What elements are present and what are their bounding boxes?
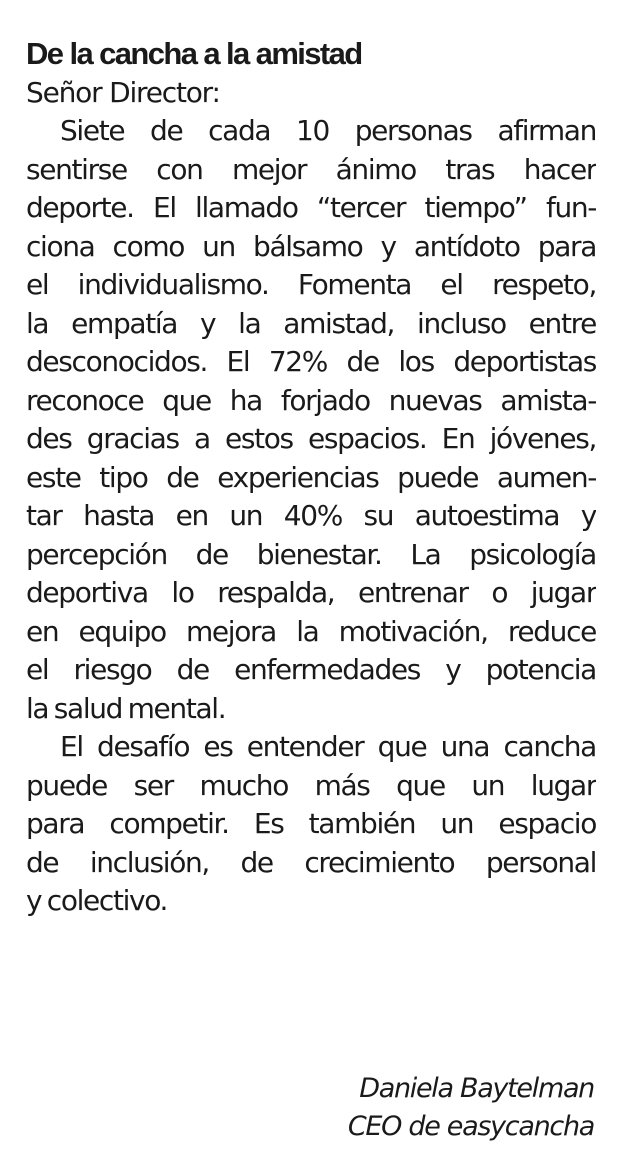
paragraph-line: en equipo mejora la motivación, reduce bbox=[26, 614, 596, 648]
paragraph-line: Siete de cada 10 personas afirman bbox=[60, 114, 596, 147]
paragraph-line: este tipo de experiencias puede aumen- bbox=[26, 460, 596, 494]
signature-role: CEO de easycancha bbox=[347, 1111, 594, 1142]
letter-salutation: Señor Director: bbox=[26, 76, 220, 109]
paragraph-line: El desafío es entender que una cancha bbox=[60, 730, 596, 763]
paragraph-line: deportiva lo respalda, entrenar o jugar bbox=[26, 576, 596, 609]
letter-signature bbox=[348, 1070, 594, 1146]
paragraph-line: deporte. El llamado “tercer tiempo” fun- bbox=[26, 191, 596, 224]
paragraph-line: de inclusión, de crecimiento personal bbox=[26, 845, 596, 879]
paragraph-line: puede ser mucho más que un lugar bbox=[26, 768, 596, 802]
paragraph-line: el riesgo de enfermedades y potencia bbox=[26, 653, 596, 686]
signature-name: Daniela Baytelman bbox=[359, 1073, 594, 1104]
paragraph-line: des gracias a estos espacios. En jóvenes, bbox=[26, 422, 596, 455]
paragraph-line: desconocidos. El 72% de los deportistas bbox=[26, 345, 596, 378]
letter-title: De la cancha a la amistad bbox=[26, 36, 362, 71]
letter-paragraph-2 bbox=[26, 728, 596, 921]
paragraph-line: sentirse con mejor ánimo tras hacer bbox=[26, 152, 596, 186]
paragraph-line: para competir. Es también un espacio bbox=[26, 807, 596, 840]
paragraph-line: la salud mental. bbox=[26, 691, 226, 725]
paragraph-line: y colectivo. bbox=[26, 884, 168, 917]
paragraph-line: el individualismo. Fomenta el respeto, bbox=[26, 268, 596, 301]
letter-paragraph-1 bbox=[26, 112, 596, 728]
letter-to-editor bbox=[26, 34, 596, 921]
paragraph-line: tar hasta en un 40% su autoestima y bbox=[26, 499, 596, 532]
paragraph-line: percepción de bienestar. La psicología bbox=[26, 537, 596, 571]
paragraph-line: reconoce que ha forjado nuevas amista- bbox=[26, 383, 596, 417]
paragraph-line: la empatía y la amistad, incluso entre bbox=[26, 306, 596, 340]
paragraph-line: ciona como un bálsamo y antídoto para bbox=[26, 229, 596, 263]
